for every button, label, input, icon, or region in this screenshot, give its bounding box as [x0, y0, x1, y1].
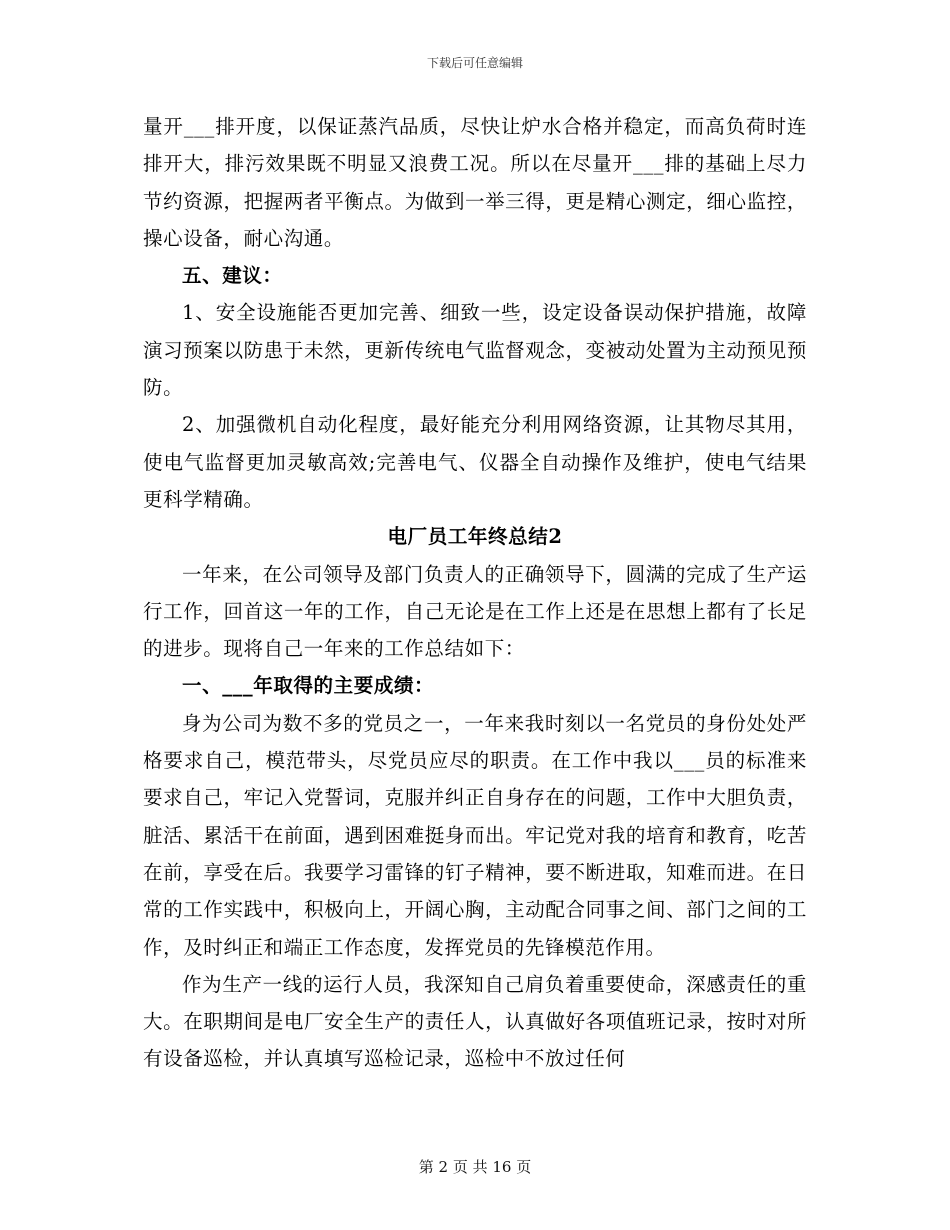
paragraph-suggestion-2: 2、加强微机自动化程度，最好能充分利用网络资源，让其物尽其用，使电气监督更加灵敏高效;完善电气、仪器全自动操作及维护，使电气结果更科学精确。	[143, 413, 807, 511]
page-header-note: 下载后可任意编辑	[426, 56, 523, 70]
paragraph-intro: 一年来，在公司领导及部门负责人的正确领导下，圆满的完成了生产运行工作，回首这一年的工作，自己无论是在工作上还是在思想上都有了长足的进步。现将自己一年来的工作总结如下：	[143, 562, 807, 661]
paragraph-continuation: 量开___排开度，以保证蒸汽品质，尽快让炉水合格并稳定，而高负荷时连排开大，排污效果既不明显又浪费工况。所以在尽量开___排的基础上尽力节约资源，把握两者平衡点。为做到一举三得，更是精心测定，细心监控，操心设备，耐心沟通。	[143, 115, 807, 250]
section-heading-suggestions: 五、建议：	[182, 264, 283, 288]
document-body	[143, 108, 807, 1078]
paragraph-operations: 作为生产一线的运行人员，我深知自己肩负着重要使命，深感责任的重大。在职期间是电厂安全生产的责任人，认真做好各项值班记录，按时对所有设备巡检，并认真填写巡检记录，巡检中不放过任何	[143, 972, 807, 1071]
page-number-footer: 第 2 页 共 16 页	[418, 1158, 532, 1176]
section-title-summary-2: 电厂员工年终总结2	[387, 525, 563, 549]
paragraph-suggestion-1: 1、安全设施能否更加完善、细致一些，设定设备误动保护措施，故障演习预案以防患于未然，更新传统电气监督观念，变被动处置为主动预见预防。	[143, 301, 807, 400]
paragraph-party-member: 身为公司为数不多的党员之一，一年来我时刻以一名党员的身份处处严格要求自己，模范带头，尽党员应尽的职责。在工作中我以___员的标准来要求自己，牢记入党誓词，克服并纠正自身存在的问题，工作中大胆负责，脏活、累活干在前面，遇到困难挺身而出。牢记党对我的培育和教育，吃苦在前，享受在后。我要学习雷锋的钉子精神，要不断进取，知难而进。在日常的工作实践中，积极向上，开阔心胸，主动配合同事之间、部门之间的工作，及时纠正和端正工作态度，发挥党员的先锋模范作用。	[143, 711, 807, 959]
section-heading-achievements: 一、___年取得的主要成绩：	[182, 674, 435, 698]
